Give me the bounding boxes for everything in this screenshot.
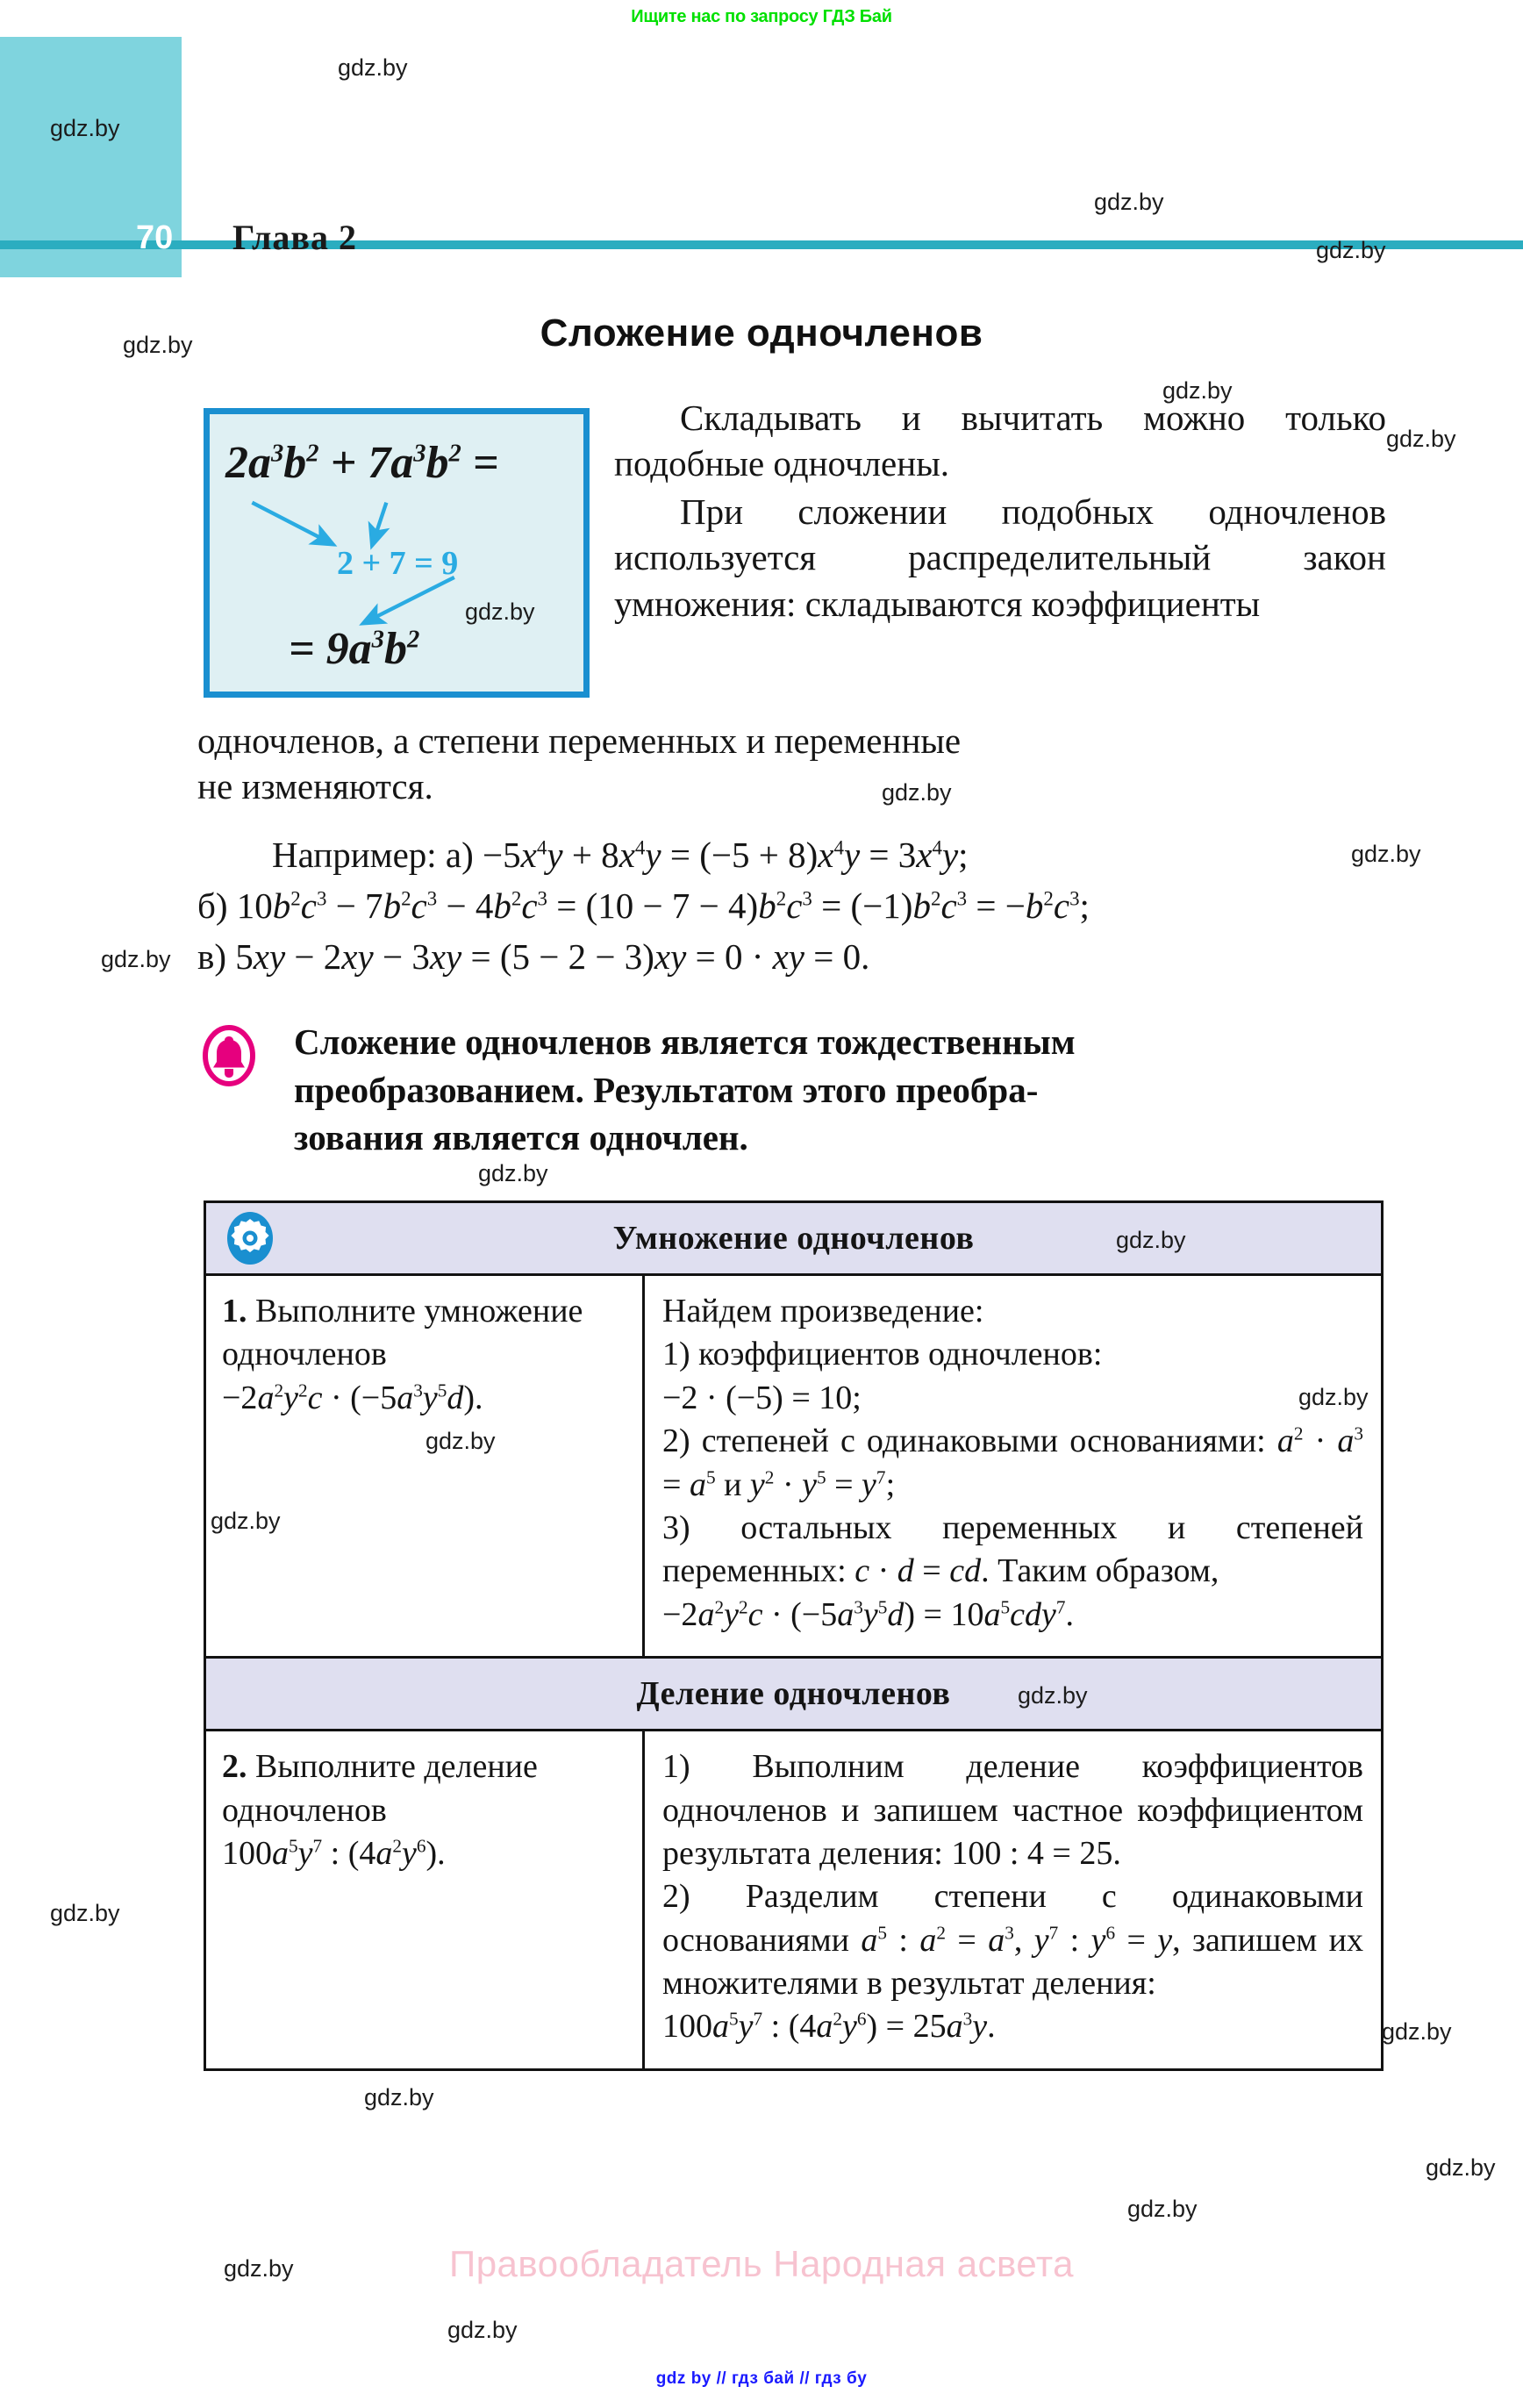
watermark: gdz.by [50, 115, 120, 141]
solution-line: $-2a^2y^2c \cdot (-5a^3y^5d) = 10a^5cdy^7$. [662, 1595, 1074, 1633]
watermark: gdz.by [101, 946, 171, 972]
intro-continuation-line-2: не изменяются. [197, 766, 433, 807]
task-text-2: 2. Выполните деление одночленов [222, 1748, 538, 1829]
watermark: gdz.by [1316, 237, 1386, 263]
task-formula-2: $100a^5y^7$ : $(4a^2y^6)$. [222, 1834, 446, 1872]
task-formula-1: $-2a^2y^2c \cdot (-5a^3y^5d)$. [222, 1379, 483, 1416]
solution-line: 1) коэффициентов одночленов: [662, 1336, 1103, 1373]
watermark: gdz.by [1382, 2018, 1452, 2045]
example-v: в) 5xy − 2xy − 3xy = (5 − 2 − 3)xy = 0 · xy = 0. [197, 936, 870, 978]
callout-text [294, 1018, 1386, 1162]
watermark: gdz.by [123, 332, 193, 358]
intro-continuation-line-1: одночленов, а степени переменных и переменные [197, 720, 962, 761]
intro-paragraph-2: При сложении подобных одночленов используется распределительный закон умножения: складываются коэффициенты [614, 491, 1386, 624]
copyright-notice: Правообладатель Народная асвета [449, 2243, 1074, 2284]
solution-line: 2) Разделим степени с одинаковыми основаниями $a^5$ : $a^2 = a^3$, $y^7$ : $y^6 = y$, запишем их множителями в результат деления: [662, 1878, 1363, 2003]
solution-line: Найдем произведение: [662, 1293, 984, 1329]
example-a: Например: $а) -5x^4y + 8x^4y = (-5 + 8)x^4y = 3x^4y$; [272, 835, 969, 875]
page-number: 70 [136, 219, 174, 256]
arrow-to-result [365, 577, 454, 622]
task-text-1: 1. Выполните умножение одночленов [222, 1293, 583, 1373]
table-header-division [206, 1656, 1381, 1731]
watermark: gdz.by [1127, 2196, 1198, 2222]
bell-icon [202, 1025, 256, 1086]
watermark: gdz.by [364, 2084, 434, 2111]
solution-cell-division [645, 1731, 1381, 2068]
solution-cell-multiplication [645, 1276, 1381, 1656]
watermark: gdz.by [1162, 377, 1233, 404]
table-row-multiplication [206, 1276, 1381, 1656]
callout-line-1: Сложение одночленов является тождественным [294, 1021, 1076, 1062]
callout-line-3: зования является одночлен. [294, 1117, 748, 1158]
table-title-multiplication: Умножение одночленов [612, 1220, 975, 1257]
solution-line: 3) остальных переменных и степеней переменных: c · d = cd. Таким образом, [662, 1509, 1363, 1590]
watermark: gdz.by [1426, 2154, 1496, 2181]
formula-illustration-box [204, 408, 590, 698]
example-b: б) $10b^2c^3 - 7b^2c^3 - 4b^2c^3 = (10 - 7 - 4)b^2c^3 = (-1)b^2c^3 = -b^2c^3$; [197, 885, 1090, 927]
watermark: gdz.by [465, 598, 535, 625]
task-cell-multiplication [206, 1276, 645, 1656]
table-title-division: Деление одночленов [636, 1675, 951, 1713]
formula-coefficient-sum: 2 + 7 = 9 [337, 545, 459, 582]
operations-table [204, 1200, 1384, 2071]
watermark: gdz.by [338, 54, 408, 81]
watermark: gdz.by [882, 779, 952, 806]
arrow-left-coefficient [252, 503, 331, 543]
header-rule [0, 240, 1523, 249]
watermark: gdz.by [478, 1160, 548, 1186]
callout-line-2: преобразованием. Результатом этого преобра- [294, 1069, 1039, 1110]
solution-line: 1) Выполним деление коэффициентов одночленов и запишем частное коэффициентом результата деления: 100 : 4 = 25. [662, 1748, 1363, 1872]
table-header-multiplication [206, 1203, 1381, 1276]
watermark: gdz.by [1116, 1227, 1186, 1253]
formula-arrows [210, 414, 583, 695]
intro-paragraph-1: Складывать и вычитать можно только подобные одночлены. [614, 398, 1386, 484]
chapter-title: Глава 2 [232, 218, 357, 257]
promo-banner: Ищите нас по запросу ГДЗ Бай [631, 7, 892, 26]
arrow-right-coefficient [373, 503, 386, 543]
watermark: gdz.by [1094, 189, 1164, 215]
formula-line-1: $2a^3b^2 + 7a^3b^2$ = [225, 438, 499, 488]
table-row-division [206, 1731, 1381, 2068]
watermark: gdz.by [1018, 1682, 1088, 1709]
bottom-links: gdz by // гдз бай // гдз бy [655, 2369, 868, 2388]
formula-line-3: = $9a^3b^2$ [289, 624, 420, 674]
task-cell-division [206, 1731, 645, 2068]
watermark: gdz.by [1298, 1384, 1369, 1410]
watermark: gdz.by [1351, 841, 1421, 867]
watermark: gdz.by [211, 1508, 281, 1534]
watermark: gdz.by [425, 1428, 496, 1454]
solution-line: −2 · (−5) = 10; [662, 1379, 862, 1416]
solution-line: $100a^5y^7$ : $(4a^2y^6) = 25a^3y$. [662, 2008, 996, 2046]
intro-continuation [197, 718, 1386, 810]
important-note-callout [202, 1018, 1386, 1162]
watermark: gdz.by [1386, 426, 1456, 452]
solution-line: 2) степеней с одинаковыми основаниями: $a^2 \cdot a^3 = a^5$ и $y^2 \cdot y^5 = y^7$; [662, 1423, 1364, 1503]
examples-block [197, 829, 1391, 983]
watermark: gdz.by [224, 2255, 294, 2282]
intro-paragraphs [614, 395, 1386, 628]
watermark: gdz.by [447, 2317, 518, 2343]
watermark: gdz.by [50, 1900, 120, 1926]
section-title: Сложение одночленов [540, 312, 983, 355]
